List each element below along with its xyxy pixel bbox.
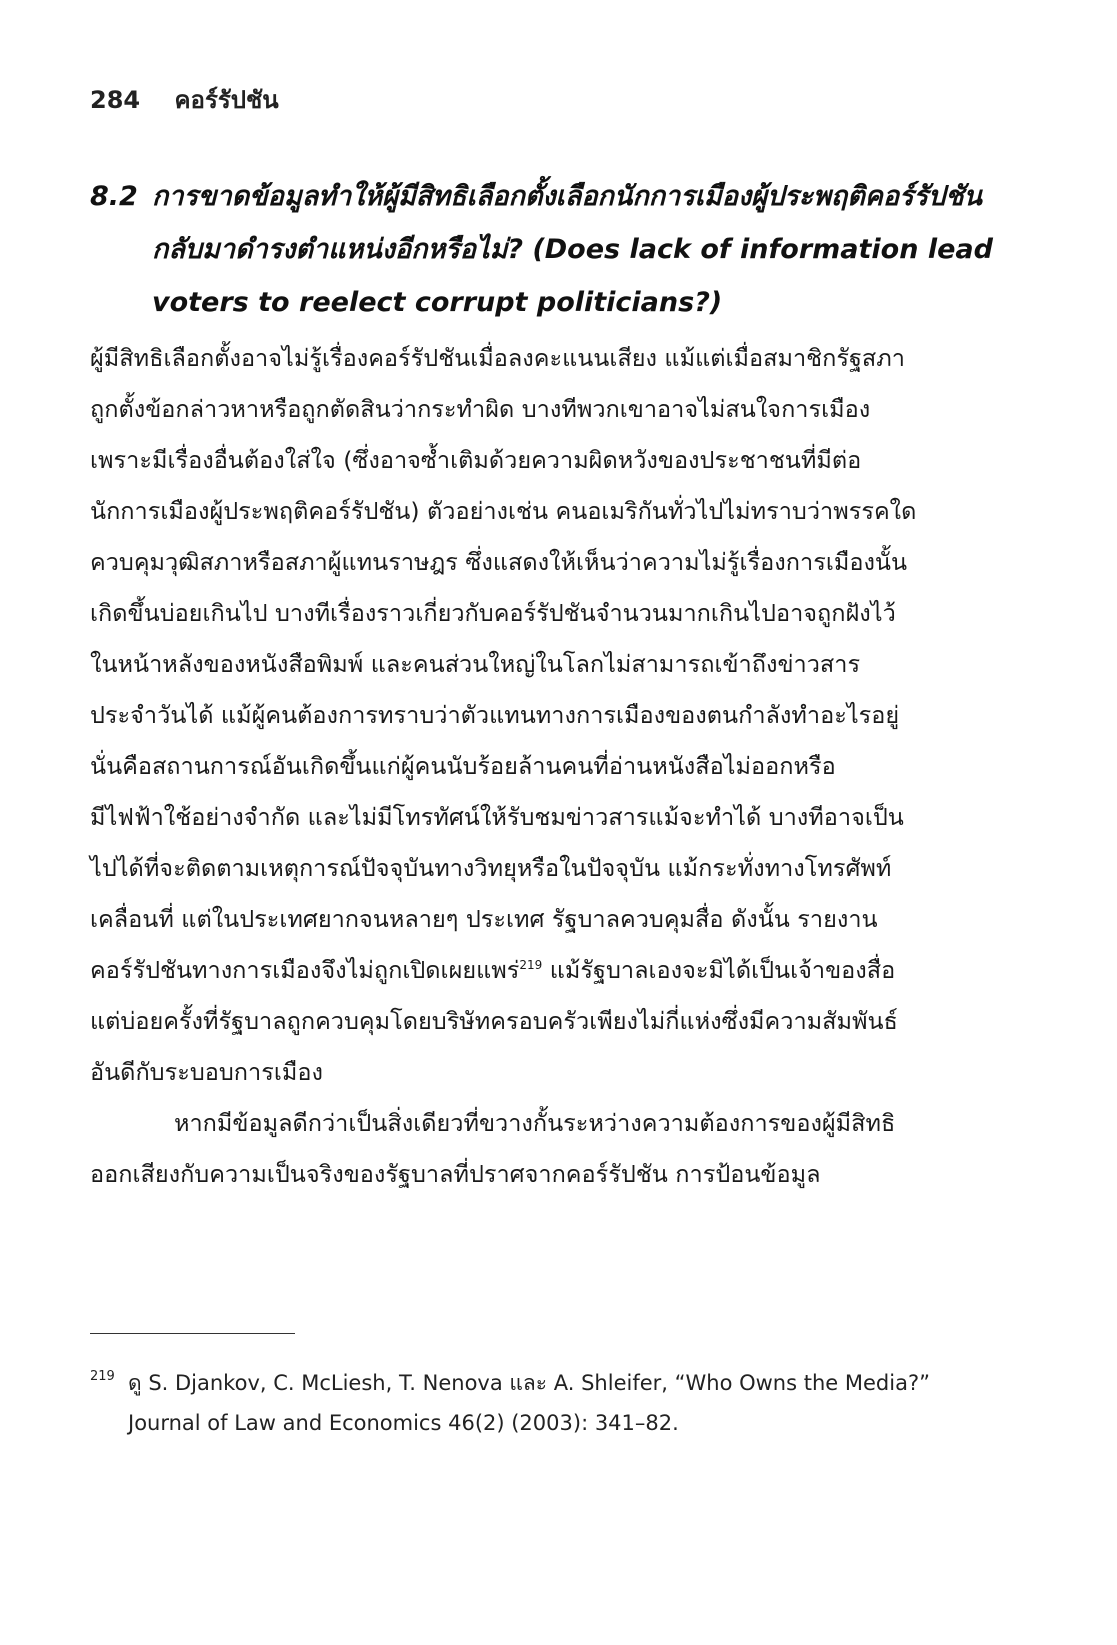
body-text bbox=[90, 333, 970, 1200]
paragraph-line: ในหน้าหลังของหนังสือพิมพ์ และคนส่วนใหญ่ในโลกไม่สามารถเข้าถึงข่าวสาร bbox=[90, 650, 861, 678]
running-header bbox=[90, 80, 279, 119]
footnote bbox=[90, 1363, 990, 1443]
paragraph-line: อันดีกับระบอบการเมือง bbox=[90, 1058, 323, 1086]
section-heading bbox=[90, 170, 993, 329]
line-text-after-ref: แม้รัฐบาลเองจะมิได้เป็นเจ้าของสื่อ bbox=[542, 956, 896, 984]
paragraph-line: เพราะมีเรื่องอื่นต้องใส่ใจ (ซึ่งอาจซ้ำเติมด้วยความผิดหวังของประชาชนที่มีต่อ bbox=[90, 446, 862, 474]
page-number: 284 bbox=[90, 86, 141, 114]
paragraph-line: นักการเมืองผู้ประพฤติคอร์รัปชัน) ตัวอย่างเช่น คนอเมริกันทั่วไปไม่ทราบว่าพรรคใด bbox=[90, 497, 917, 525]
paragraph-line: เกิดขึ้นบ่อยเกินไป บางทีเรื่องราวเกี่ยวกับคอร์รัปชันจำนวนมากเกินไปอาจถูกฝังไว้ bbox=[90, 599, 896, 627]
paragraph-line: ประจำวันได้ แม้ผู้คนต้องการทราบว่าตัวแทนทางการเมืองของตนกำลังทำอะไรอยู่ bbox=[90, 701, 900, 729]
footnote-separator bbox=[90, 1333, 295, 1334]
paragraph-line: ไปได้ที่จะติดตามเหตุการณ์ปัจจุบันทางวิทยุหรือในปัจจุบัน แม้กระทั่งทางโทรศัพท์ bbox=[90, 854, 892, 882]
paragraph-line: ถูกตั้งข้อกล่าวหาหรือถูกตัดสินว่ากระทำผิด บางทีพวกเขาอาจไม่สนใจการเมือง bbox=[90, 395, 871, 423]
section-title-line: การขาดข้อมูลทำให้ผู้มีสิทธิเลือกตั้งเลือกนักการเมืองผู้ประพฤติคอร์รัปชัน bbox=[152, 181, 982, 212]
paragraph-line-with-footnote bbox=[90, 945, 970, 996]
section-title-line: กลับมาดำรงตำแหน่งอีกหรือไม่? (Does lack of information lead bbox=[152, 234, 993, 265]
paragraph-line: นั่นคือสถานการณ์อันเกิดขึ้นแก่ผู้คนนับร้อยล้านคนที่อ่านหนังสือไม่ออกหรือ bbox=[90, 752, 836, 780]
paragraph-line: มีไฟฟ้าใช้อย่างจำกัด และไม่มีโทรทัศน์ให้รับชมข่าวสารแม้จะทำได้ บางทีอาจเป็น bbox=[90, 803, 904, 831]
line-text-before-ref: คอร์รัปชันทางการเมืองจึงไม่ถูกเปิดเผยแพร่ bbox=[90, 956, 520, 984]
paragraph-line: แต่บ่อยครั้งที่รัฐบาลถูกควบคุมโดยบริษัทครอบครัวเพียงไม่กี่แห่งซึ่งมีความสัมพันธ์ bbox=[90, 1007, 898, 1035]
paragraph-line: หากมีข้อมูลดีกว่าเป็นสิ่งเดียวที่ขวางกั้นระหว่างความต้องการของผู้มีสิทธิ bbox=[174, 1109, 896, 1137]
footnote-reference[interactable]: 219 bbox=[519, 958, 543, 973]
section-title-line: voters to reelect corrupt politicians?) bbox=[152, 287, 723, 318]
paragraph-line: ผู้มีสิทธิเลือกตั้งอาจไม่รู้เรื่องคอร์รัปชันเมื่อลงคะแนนเสียง แม้แต่เมื่อสมาชิกรัฐสภา bbox=[90, 344, 905, 372]
paragraph-line: ออกเสียงกับความเป็นจริงของรัฐบาลที่ปราศจากคอร์รัปชัน การป้อนข้อมูล bbox=[90, 1160, 821, 1188]
footnote-line: ดู S. Djankov, C. McLiesh, T. Nenova และ A. Shleifer, “Who Owns the Media?” bbox=[128, 1371, 930, 1395]
footnote-line: Journal of Law and Economics 46(2) (2003): 341–82. bbox=[128, 1411, 679, 1435]
paragraph-line: เคลื่อนที่ แต่ในประเทศยากจนหลายๆ ประเทศ รัฐบาลควบคุมสื่อ ดังนั้น รายงาน bbox=[90, 905, 878, 933]
book-title: คอร์รัปชัน bbox=[174, 86, 279, 114]
section-number: 8.2 bbox=[90, 181, 138, 212]
paragraph-line: ควบคุมวุฒิสภาหรือสภาผู้แทนราษฎร ซึ่งแสดงให้เห็นว่าความไม่รู้เรื่องการเมืองนั้น bbox=[90, 548, 908, 576]
footnote-number: 219 bbox=[90, 1369, 115, 1384]
